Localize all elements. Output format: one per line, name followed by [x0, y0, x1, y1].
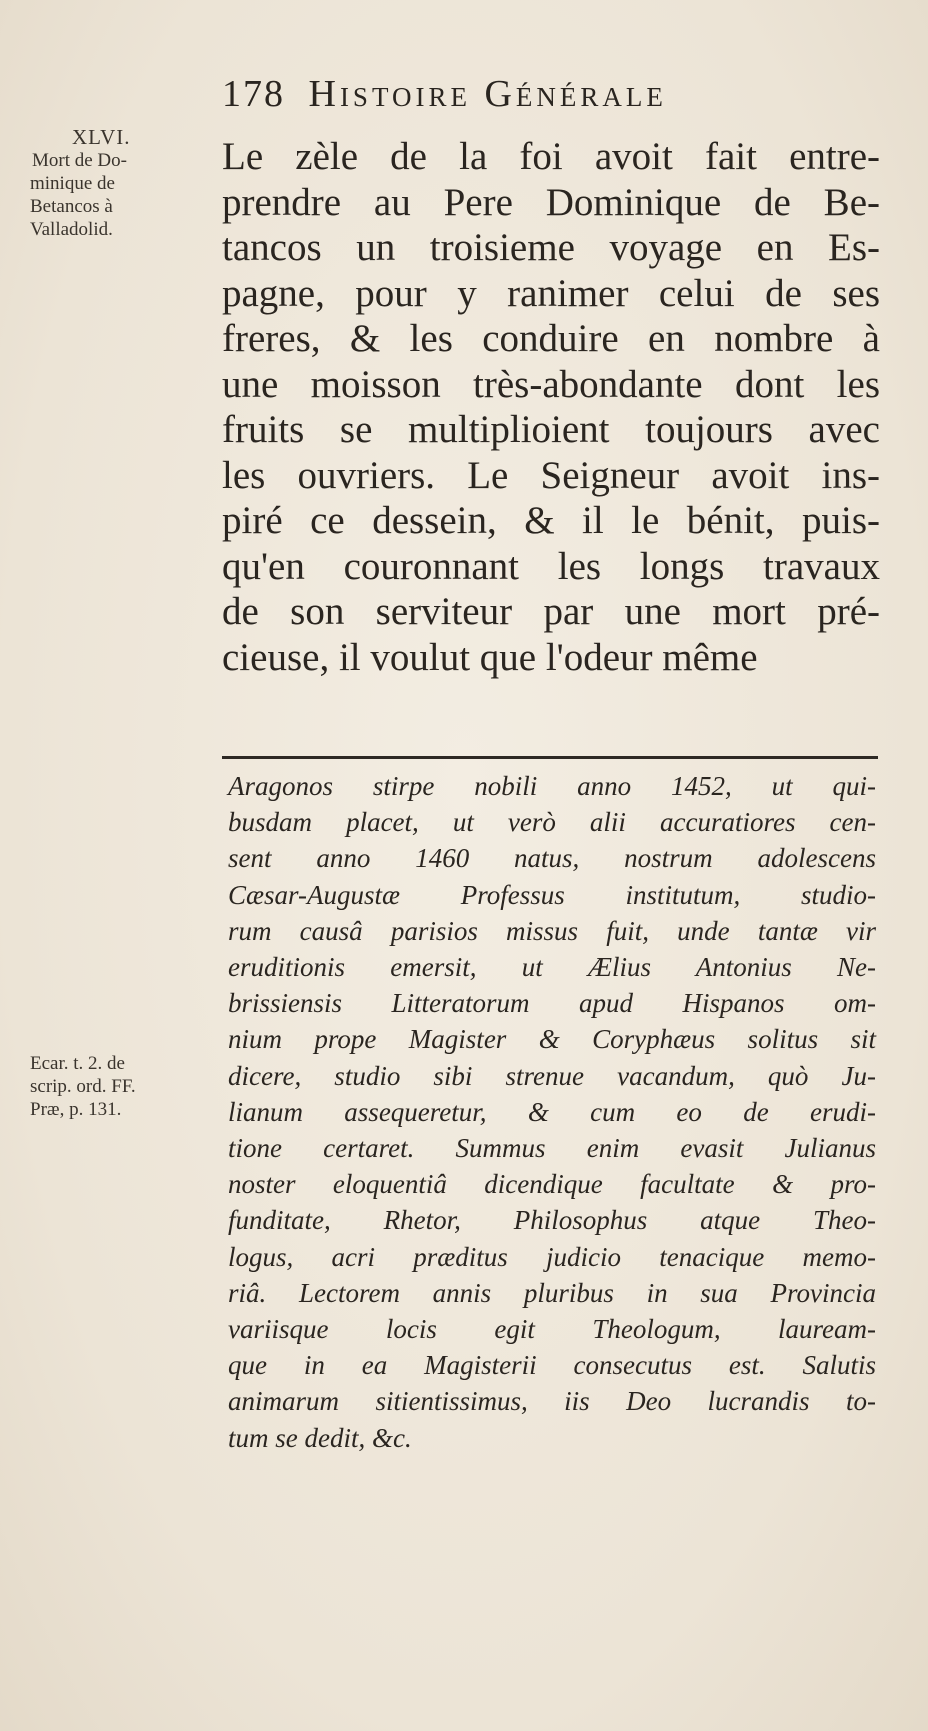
page-number: 178 [222, 73, 285, 115]
margin-note-line: Mort de Do- [32, 150, 127, 171]
footnote-line: variisque locis egit Theologum, lauream- [228, 1314, 876, 1345]
footnote [228, 768, 876, 1456]
margin-note-line: Valladolid. [30, 219, 113, 240]
text-line: prendre au Pere Dominique de Be- [222, 180, 880, 224]
text-line: fruits se multiplioient toujours avec [222, 408, 880, 451]
margin-note-line: Betancos à [30, 196, 113, 217]
running-head [222, 72, 667, 116]
footnote-line: sent anno 1460 natus, nostrum adolescens [228, 843, 876, 874]
footnote-line: nium prope Magister & Coryphæus solitus sit [228, 1024, 876, 1055]
footnote-line: busdam placet, ut verò alii accuratiores cen- [228, 807, 876, 838]
footnote-line: riâ. Lectorem annis pluribus in sua Provincia [228, 1277, 876, 1308]
text-line: Le zèle de la foi avoit fait entre- [222, 135, 880, 178]
footnote-line: brissiensis Litteratorum apud Hispanos om- [228, 988, 876, 1019]
margin-ref-line: Ecar. t. 2. de [30, 1053, 125, 1074]
footnote-line: animarum sitientissimus, iis Deo lucrandis to- [228, 1386, 876, 1417]
margin-note-line: minique de [30, 173, 115, 194]
text-line: de son serviteur par une mort pré- [222, 590, 880, 633]
footnote-line: funditate, Rhetor, Philosophus atque Theo- [228, 1205, 876, 1236]
main-text [222, 134, 880, 680]
margin-note-heading [30, 126, 200, 241]
footnote-line: tione certaret. Summus enim evasit Julianus [228, 1133, 876, 1164]
footnote-line: eruditionis emersit, ut Ælius Antonius Ne- [228, 952, 876, 983]
text-line: piré ce dessein, & il le bénit, puis- [222, 499, 880, 542]
footnote-line: Cæsar-Augustæ Professus institutum, studio- [228, 879, 876, 910]
margin-ref-line: scrip. ord. FF. [30, 1076, 136, 1097]
footnote-line: lianum assequeretur, & cum eo de erudi- [228, 1096, 876, 1127]
text-line: pagne, pour y ranimer celui de ses [222, 271, 880, 315]
footnote-line: que in ea Magisterii consecutus est. Salutis [228, 1350, 876, 1381]
margin-note-number: XLVI. [72, 125, 131, 149]
footnote-line: noster eloquentiâ dicendique facultate & pro- [228, 1169, 876, 1200]
margin-note-reference [30, 1052, 200, 1121]
footnote-line: tum se dedit, &c. [228, 1422, 412, 1453]
footnote-line: dicere, studio sibi strenue vacandum, quò Ju- [228, 1060, 876, 1091]
text-line: cieuse, il voulut que l'odeur même [222, 635, 758, 679]
margin-ref-line: Præ, p. 131. [30, 1099, 122, 1120]
running-title: Histoire Générale [308, 73, 667, 115]
footnote-line: logus, acri præditus judicio tenacique memo- [228, 1241, 876, 1272]
footnote-rule [222, 756, 878, 759]
footnote-line: Aragonos stirpe nobili anno 1452, ut qui- [228, 771, 876, 801]
text-line: freres, & les conduire en nombre à [222, 317, 880, 360]
footnote-line: rum causâ parisios missus fuit, unde tantæ vir [228, 915, 876, 946]
text-line: les ouvriers. Le Seigneur avoit ins- [222, 453, 880, 497]
text-line: une moisson très-abondante dont les [222, 362, 880, 406]
text-line: qu'en couronnant les longs travaux [222, 544, 880, 588]
text-line: tancos un troisieme voyage en Es- [222, 226, 880, 269]
